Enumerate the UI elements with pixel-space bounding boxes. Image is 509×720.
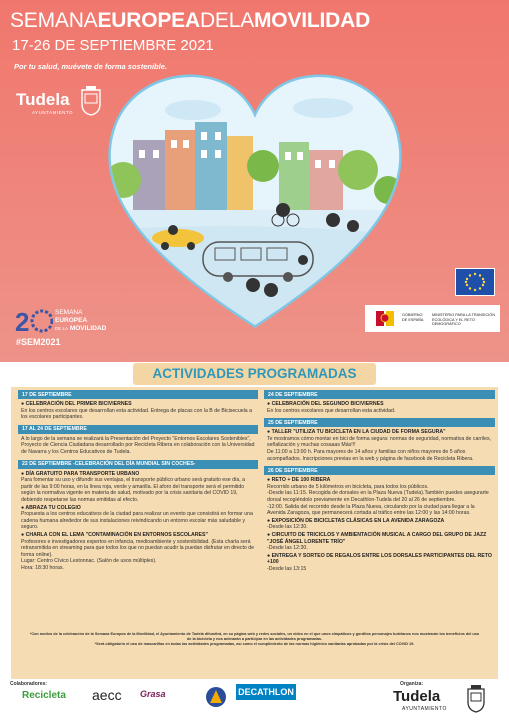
tudela-logo-top	[16, 90, 73, 115]
sem-20-icon	[15, 306, 53, 336]
sem-line-3: DE LA	[55, 326, 69, 331]
organiser-name: Tudela	[393, 688, 441, 705]
activity-title: ● DÍA GRATUITO PARA TRANSPORTE URBANO	[21, 470, 140, 477]
section-body	[18, 401, 258, 421]
section-date-header: 26 DE SEPTIEMBRE	[264, 466, 495, 475]
schedule-section	[264, 390, 495, 414]
civil-protection-icon	[205, 686, 227, 708]
activity-description: Para fomentar su uso y difundir sus ventajas, el transporte público urbano será gratuito ese día, a partir de las 9:00 horas, en la línea roja, verde y amarilla. El aforo del transporte será el permitido según la normativa vigente en materia de salud, motivado por la crisis sanitaria del COVID 19, debiendo respetarse las normas emitidas al efecto.	[21, 477, 246, 503]
sem-line-3-4	[55, 325, 106, 333]
section-body	[18, 471, 258, 572]
footer-logos	[0, 680, 509, 720]
title-part-3: DELA	[199, 9, 255, 32]
activity-description: -Desde las 13:15	[267, 565, 307, 572]
gobierno-logo	[365, 305, 500, 332]
footnote-1: *Con motivo de la celebración de la Semana Europea de la Movilidad, el Ayuntamiento de Tudela difundirá, en su página web y redes sociales, un vídeo en el que unos simpáticos y gorditos personajes tudelanos nos mostrarán los beneficios del uso de la bicicleta y nos animarán a participar en las actividades programadas.	[29, 632, 480, 641]
event-title	[10, 9, 370, 33]
activity-title: ● ABRAZA TU COLEGIO	[21, 504, 81, 511]
activity-title: ● ENTREGA Y SORTEO DE REGALOS ENTRE LOS DORSALES PARTICIPANTES DEL RETO +100	[267, 552, 492, 566]
activities-banner-text: ACTIVIDADES PROGRAMADAS	[152, 366, 357, 381]
sem-line-2: EUROPEA	[55, 317, 88, 324]
organiser-sub: AYUNTAMIENTO	[402, 706, 447, 712]
section-body	[18, 436, 258, 456]
activity-detail: De 11:00 a 13:00 h. Para mayores de 14 años y familias con niños mayores de 5 años acompañados. Inscripciones previas en la web y página de facebook de Recicleta Ribera.	[267, 448, 474, 462]
activity-description: Propuesta a los centros educativos de la ciudad para realizar un evento que consistirá en formar una cadena humana alrededor de sus instalaciones reivindicando un entorno escolar más saludable y seguro.	[21, 511, 253, 531]
sem-logo	[15, 306, 107, 341]
organiser-label: Organiza:	[400, 681, 424, 687]
sem-line-1: SEMANA	[55, 309, 83, 316]
activity-detail: Hora: 18:30 horas.	[21, 564, 64, 571]
activity-title: ● EXPOSICIÓN DE BICICLETAS CLÁSICAS EN LA AVENIDA ZARAGOZA	[267, 517, 445, 524]
activity-title: ● CELEBRACIÓN DEL SEGUNDO BICIVIERNES	[267, 401, 384, 407]
event-dates: 17-26 DE SEPTIEMBRE 2021	[12, 37, 214, 54]
section-date-header: 17 AL 24 DE SEPTIEMBRE	[18, 425, 258, 434]
activity-description: En los centros escolares que desarrollan esta actividad.	[267, 407, 396, 414]
gov-country: GOBIERNO DE ESPAÑA	[402, 313, 424, 322]
activity-description: -Desde las 12:30.	[267, 545, 308, 552]
schedule-section	[264, 418, 495, 462]
gov-ministry: MINISTERIO PARA LA TRANSICIÓN ECOLÓGICA Y EL RETO DEMOGRÁFICO	[432, 313, 495, 326]
logo-grasa: Grasa	[140, 689, 166, 699]
tudela-name: Tudela	[16, 90, 70, 109]
activities-banner	[133, 363, 376, 385]
activity-description: A lo largo de la semana se realizará la Presentación del Proyecto "Entornos Escolares Sostenibles", Proyecto de Ciencia Ciudadana desarrollado por Recicleta Ribera en colaboración con la Universidad de Navarra y los Centros Educativos de Tudela.	[21, 435, 255, 455]
activity-description: En los centros escolares que desarrollan esta actividad. Entrega de placas con la B de Bicisecuela a los escolares participantes.	[21, 407, 252, 421]
collaborators-label: Colaboradores:	[10, 681, 47, 687]
event-slogan: Por tu salud, muévete de forma sostenible.	[14, 62, 167, 71]
schedule-section	[264, 466, 495, 572]
left-column	[18, 390, 258, 575]
activity-description: Recorrido urbano de 5 kilómetros en bicicleta, para todos los públicos.	[267, 483, 429, 490]
section-date-header: 24 DE SEPTIEMBRE	[264, 390, 495, 399]
activity-title: ● CIRCUITO DE TRICICLOS Y AMBIENTACIÓN MUSICAL A CARGO DEL GRUPO DE JAZZ "JOSÉ ÁNGEL LORENTE TRÍO"	[267, 531, 487, 545]
activity-description: Profesores e investigadores expertos en infancia, medioambiente y sostenibilidad. (Esta charla será retransmitida en streaming para que todos los que no puedan acudir la puedan disfrutar en directo de forma online).	[21, 538, 255, 558]
sem-hashtag: #SEM2021	[16, 337, 61, 347]
eu-flag-icon	[455, 268, 495, 296]
section-body	[264, 477, 495, 572]
activity-detail: Lugar: Centro Cívico Lestonnac. (Salón de usos múltiples).	[21, 558, 157, 565]
footnotes	[28, 632, 481, 647]
tudela-sub: AYUNTAMIENTO	[32, 110, 74, 115]
logo-recicleta: Recicleta	[22, 690, 66, 701]
spain-coat-of-arms-icon	[373, 308, 397, 329]
logo-aecc: aecc	[92, 687, 122, 703]
footnote-2: *Será obligatorio el uso de mascarillas en todas las actividades programadas, así como el cumplimiento de las normas higiénico sanitarias aprobadas por la crisis del COVID 19.	[94, 642, 415, 646]
section-date-header: 17 DE SEPTIEMBRE	[18, 390, 258, 399]
tudela-shield-icon	[80, 86, 102, 116]
heart-illustration	[103, 70, 407, 332]
title-part-1: SEMANA	[10, 9, 98, 32]
tudela-shield-bottom-icon	[466, 685, 486, 713]
schedule-section	[18, 460, 258, 572]
section-body	[264, 429, 495, 462]
sem-line-4: MOVILIDAD	[69, 325, 107, 332]
section-body	[264, 401, 495, 414]
activity-title: ● TALLER "UTILIZA TU BICICLETA EN LA CIUDAD DE FORMA SEGURA"	[267, 429, 446, 436]
activity-detail: -12:00. Salida del recorrido desde la Plaza Nueva, circulando por la ciudad para llegar a la Avenida Zaragoza, que permanecerá cortada al tráfico entre las 12:00 y las 14:00 horas.	[267, 503, 475, 517]
activity-description: Te mostramos cómo montar en bici de forma segura: normas de seguridad, normativa de carriles, señalización y muchas cosaaas Más!!!	[267, 435, 492, 449]
section-date-header: 25 DE SEPTIEMBRE	[264, 418, 495, 427]
logo-decathlon: DECATHLON	[236, 684, 296, 700]
schedule-section	[18, 425, 258, 456]
right-column	[264, 390, 495, 576]
activity-description: -Desde las 12:30.	[267, 524, 308, 531]
activity-title: ● CHARLA CON EL LEMA "CONTAMINACIÓN EN ENTORNOS ESCOLARES"	[21, 531, 208, 538]
schedule-section	[18, 390, 258, 421]
svg-text:2: 2	[15, 307, 30, 336]
activity-title: ● RETO + DE 100 RIBERA	[267, 477, 331, 484]
activity-title: ● CELEBRACIÓN DEL PRIMER BICIVIERNES	[21, 401, 132, 407]
activity-detail: -Desde las 11:15. Recogida de dorsales en la Plaza Nueva (Tudela).También puedes asegurarte dorsal recogiéndolo previamente en Decathlon-Tudela del 20 al 26 de septiembre.	[267, 490, 489, 503]
title-part-4: MOVILIDAD	[254, 9, 371, 32]
sem-logo-text	[55, 309, 106, 333]
title-part-2: EUROPEA	[97, 9, 200, 32]
section-date-header: 22 DE SEPTIEMBRE -CELEBRACIÓN DEL DÍA MUNDIAL SIN COCHES-	[18, 460, 258, 469]
